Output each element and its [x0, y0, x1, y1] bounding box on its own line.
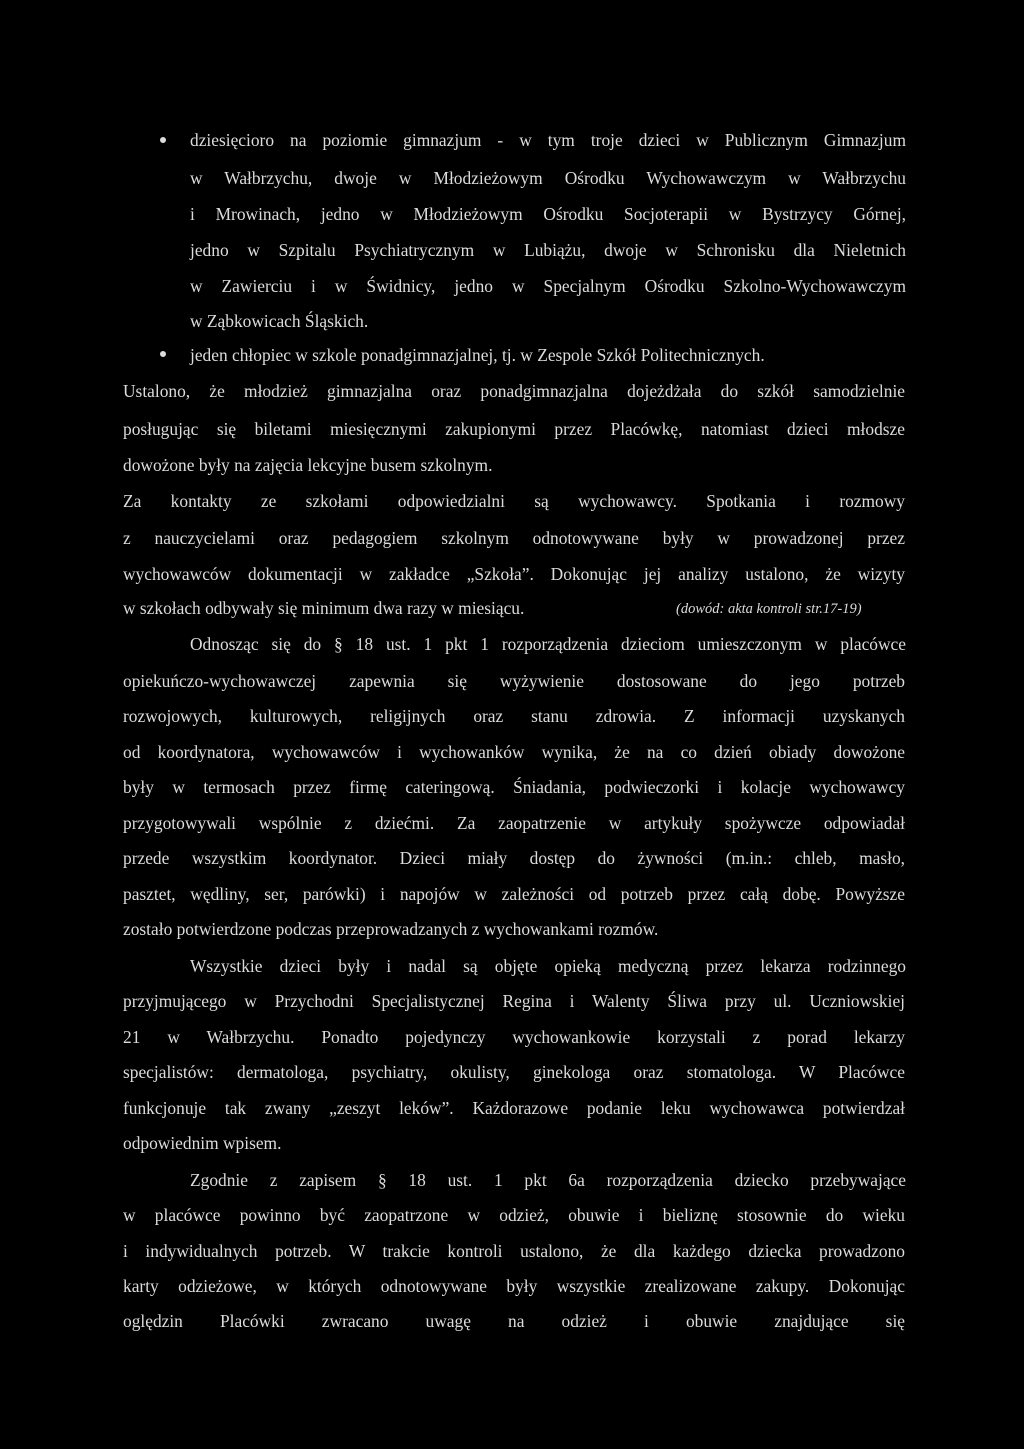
para-5-line-5: oględzin Placówki zwracano uwagę na odzież i obuwie znajdujące się	[123, 1311, 905, 1331]
evidence-note: (dowód: akta kontroli str.17-19)	[676, 601, 862, 617]
bullet-1-line-1: dziesięcioro na poziomie gimnazjum - w tym troje dzieci w Publicznym Gimnazjum	[190, 130, 906, 150]
para-4-line-4: specjalistów: dermatologa, psychiatry, okulisty, ginekologa oraz stomatologa. W Placówce	[123, 1062, 905, 1082]
para-4-line-5: funkcjonuje tak zwany „zeszyt leków”. Każdorazowe podanie leku wychowawca potwierdzał	[123, 1098, 905, 1118]
para-3-line-8: pasztet, wędliny, ser, parówki) i napojów w zależności od potrzeb przez całą dobę. Powyższe	[123, 884, 905, 904]
para-4-line-6: odpowiednim wpisem.	[123, 1133, 282, 1153]
para-2-line-4: w szkołach odbywały się minimum dwa razy w miesiącu.	[123, 598, 525, 618]
para-2-line-2: z nauczycielami oraz pedagogiem szkolnym odnotowywane były w prowadzonej przez	[123, 528, 905, 548]
bullet-1-line-2: w Wałbrzychu, dwoje w Młodzieżowym Ośrodku Wychowawczym w Wałbrzychu	[190, 168, 906, 188]
para-5-line-3: i indywidualnych potrzeb. W trakcie kontroli ustalono, że dla każdego dziecka prowadzono	[123, 1241, 905, 1261]
para-1-line-3: dowożone były na zajęcia lekcyjne busem szkolnym.	[123, 455, 493, 475]
bullet-marker	[160, 137, 166, 143]
para-3-line-1: Odnosząc się do § 18 ust. 1 pkt 1 rozporządzenia dzieciom umieszczonym w placówce	[190, 634, 906, 654]
para-3-line-4: od koordynatora, wychowawców i wychowanków wynika, że na co dzień obiady dowożone	[123, 742, 905, 762]
bullet-2-line-1: jeden chłopiec w szkole ponadgimnazjalnej, tj. w Zespole Szkół Politechnicznych.	[190, 345, 765, 365]
bullet-1-line-3: i Mrowinach, jedno w Młodzieżowym Ośrodku Socjoterapii w Bystrzycy Górnej,	[190, 204, 906, 224]
bullet-1-line-5: w Zawierciu i w Świdnicy, jedno w Specjalnym Ośrodku Szkolno-Wychowawczym	[190, 276, 906, 296]
bullet-marker	[160, 351, 166, 357]
para-1-line-1: Ustalono, że młodzież gimnazjalna oraz ponadgimnazjalna dojeżdżała do szkół samodzielnie	[123, 381, 905, 401]
para-1-line-2: posługując się biletami miesięcznymi zakupionymi przez Placówkę, natomiast dzieci młodsze	[123, 419, 905, 439]
para-4-line-3: 21 w Wałbrzychu. Ponadto pojedynczy wychowankowie korzystali z porad lekarzy	[123, 1027, 905, 1047]
para-5-line-2: w placówce powinno być zaopatrzone w odzież, obuwie i bieliznę stosownie do wieku	[123, 1205, 905, 1225]
bullet-1-line-4: jedno w Szpitalu Psychiatrycznym w Lubiążu, dwoje w Schronisku dla Nieletnich	[190, 240, 906, 260]
para-3-line-7: przede wszystkim koordynator. Dzieci miały dostęp do żywności (m.in.: chleb, masło,	[123, 848, 905, 868]
para-2-line-1: Za kontakty ze szkołami odpowiedzialni są wychowawcy. Spotkania i rozmowy	[123, 491, 905, 511]
para-3-line-9: zostało potwierdzone podczas przeprowadzanych z wychowankami rozmów.	[123, 919, 659, 939]
para-4-line-1: Wszystkie dzieci były i nadal są objęte opieką medyczną przez lekarza rodzinnego	[190, 956, 906, 976]
para-3-line-5: były w termosach przez firmę cateringową. Śniadania, podwieczorki i kolacje wychowawcy	[123, 777, 905, 797]
para-3-line-6: przygotowywali wspólnie z dziećmi. Za zaopatrzenie w artykuły spożywcze odpowiadał	[123, 813, 905, 833]
para-5-line-4: karty odzieżowe, w których odnotowywane były wszystkie zrealizowane zakupy. Dokonując	[123, 1276, 905, 1296]
para-3-line-2: opiekuńczo-wychowawczej zapewnia się wyżywienie dostosowane do jego potrzeb	[123, 671, 905, 691]
para-4-line-2: przyjmującego w Przychodni Specjalistycznej Regina i Walenty Śliwa przy ul. Uczniowskiej	[123, 991, 905, 1011]
para-5-line-1: Zgodnie z zapisem § 18 ust. 1 pkt 6a rozporządzenia dziecko przebywające	[190, 1170, 906, 1190]
para-2-line-3: wychowawców dokumentacji w zakładce „Szkoła”. Dokonując jej analizy ustalono, że wizyty	[123, 564, 905, 584]
bullet-1-line-6: w Ząbkowicach Śląskich.	[190, 311, 369, 331]
para-3-line-3: rozwojowych, kulturowych, religijnych oraz stanu zdrowia. Z informacji uzyskanych	[123, 706, 905, 726]
